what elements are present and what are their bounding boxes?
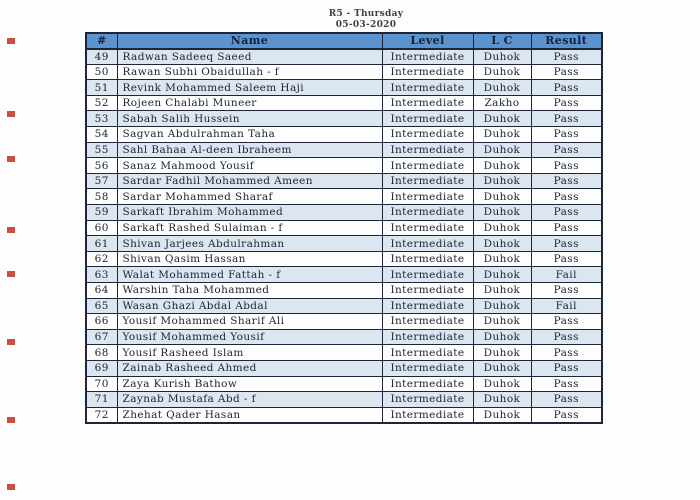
cell-number: 49 xyxy=(86,49,117,65)
column-header-name: Name xyxy=(117,33,382,49)
cell-number: 53 xyxy=(86,111,117,127)
cell-name: Sahl Bahaa Al-deen Ibraheem xyxy=(117,142,382,158)
cell-lc: Duhok xyxy=(473,298,531,314)
cell-lc: Duhok xyxy=(473,314,531,330)
cell-lc: Zakho xyxy=(473,95,531,111)
cell-lc: Duhok xyxy=(473,64,531,80)
cell-level: Intermediate xyxy=(382,189,473,205)
table-row xyxy=(86,283,602,299)
cell-number: 64 xyxy=(86,283,117,299)
cell-result: Pass xyxy=(531,189,602,205)
cell-level: Intermediate xyxy=(382,158,473,174)
cell-number: 68 xyxy=(86,345,117,361)
cell-name: Zhehat Qader Hasan xyxy=(117,407,382,423)
cell-level: Intermediate xyxy=(382,80,473,96)
cell-level: Intermediate xyxy=(382,236,473,252)
red-margin-mark xyxy=(7,417,15,423)
cell-lc: Duhok xyxy=(473,360,531,376)
table-row xyxy=(86,251,602,267)
cell-number: 72 xyxy=(86,407,117,423)
cell-lc: Duhok xyxy=(473,205,531,221)
cell-name: Revink Mohammed Saleem Haji xyxy=(117,80,382,96)
red-margin-mark xyxy=(7,271,15,277)
cell-level: Intermediate xyxy=(382,127,473,143)
cell-lc: Duhok xyxy=(473,267,531,283)
cell-number: 50 xyxy=(86,64,117,80)
table-row xyxy=(86,49,602,65)
cell-name: Yousif Mohammed Yousif xyxy=(117,329,382,345)
cell-name: Walat Mohammed Fattah - f xyxy=(117,267,382,283)
cell-result: Fail xyxy=(531,267,602,283)
cell-result: Fail xyxy=(531,298,602,314)
cell-lc: Duhok xyxy=(473,127,531,143)
cell-level: Intermediate xyxy=(382,407,473,423)
table-row xyxy=(86,95,602,111)
cell-result: Pass xyxy=(531,158,602,174)
cell-lc: Duhok xyxy=(473,142,531,158)
cell-result: Pass xyxy=(531,314,602,330)
cell-name: Sabah Salih Hussein xyxy=(117,111,382,127)
cell-number: 59 xyxy=(86,205,117,221)
cell-name: Sardar Fadhil Mohammed Ameen xyxy=(117,173,382,189)
cell-lc: Duhok xyxy=(473,407,531,423)
cell-lc: Duhok xyxy=(473,80,531,96)
table-row xyxy=(86,111,602,127)
cell-result: Pass xyxy=(531,80,602,96)
table-row xyxy=(86,64,602,80)
cell-number: 51 xyxy=(86,80,117,96)
cell-level: Intermediate xyxy=(382,64,473,80)
cell-result: Pass xyxy=(531,251,602,267)
cell-name: Sardar Mohammed Sharaf xyxy=(117,189,382,205)
cell-result: Pass xyxy=(531,64,602,80)
cell-result: Pass xyxy=(531,329,602,345)
cell-number: 62 xyxy=(86,251,117,267)
table-row xyxy=(86,205,602,221)
cell-lc: Duhok xyxy=(473,173,531,189)
cell-lc: Duhok xyxy=(473,392,531,408)
cell-result: Pass xyxy=(531,220,602,236)
cell-result: Pass xyxy=(531,142,602,158)
cell-result: Pass xyxy=(531,392,602,408)
table-row xyxy=(86,314,602,330)
cell-level: Intermediate xyxy=(382,283,473,299)
cell-result: Pass xyxy=(531,95,602,111)
cell-number: 69 xyxy=(86,360,117,376)
session-date: 05-03-2020 xyxy=(335,20,397,30)
column-header-number: # xyxy=(86,33,117,49)
cell-lc: Duhok xyxy=(473,283,531,299)
table-row xyxy=(86,392,602,408)
cell-number: 55 xyxy=(86,142,117,158)
cell-number: 52 xyxy=(86,95,117,111)
cell-level: Intermediate xyxy=(382,142,473,158)
cell-level: Intermediate xyxy=(382,314,473,330)
table-header-row xyxy=(86,33,602,49)
cell-name: Zaynab Mustafa Abd - f xyxy=(117,392,382,408)
cell-lc: Duhok xyxy=(473,329,531,345)
table-row xyxy=(86,142,602,158)
cell-name: Wasan Ghazi Abdal Abdal xyxy=(117,298,382,314)
cell-name: Rojeen Chalabi Muneer xyxy=(117,95,382,111)
results-table xyxy=(85,32,603,424)
cell-level: Intermediate xyxy=(382,392,473,408)
cell-number: 70 xyxy=(86,376,117,392)
column-header-lc: L C xyxy=(473,33,531,49)
cell-name: Sarkaft Rashed Sulaiman - f xyxy=(117,220,382,236)
cell-number: 58 xyxy=(86,189,117,205)
cell-number: 63 xyxy=(86,267,117,283)
cell-name: Shivan Qasim Hassan xyxy=(117,251,382,267)
table-row xyxy=(86,376,602,392)
table-row xyxy=(86,329,602,345)
cell-result: Pass xyxy=(531,173,602,189)
table-row xyxy=(86,236,602,252)
red-margin-mark xyxy=(7,227,15,233)
cell-lc: Duhok xyxy=(473,49,531,65)
cell-lc: Duhok xyxy=(473,111,531,127)
cell-level: Intermediate xyxy=(382,267,473,283)
cell-level: Intermediate xyxy=(382,205,473,221)
cell-lc: Duhok xyxy=(473,189,531,205)
cell-level: Intermediate xyxy=(382,376,473,392)
table-row xyxy=(86,80,602,96)
red-margin-mark xyxy=(7,38,15,44)
cell-name: Radwan Sadeeq Saeed xyxy=(117,49,382,65)
cell-lc: Duhok xyxy=(473,251,531,267)
table-row xyxy=(86,127,602,143)
cell-result: Pass xyxy=(531,111,602,127)
red-margin-mark xyxy=(7,484,15,490)
red-margin-mark xyxy=(7,111,15,117)
table-row xyxy=(86,173,602,189)
cell-number: 57 xyxy=(86,173,117,189)
cell-name: Yousif Rasheed Islam xyxy=(117,345,382,361)
cell-name: Shivan Jarjees Abdulrahman xyxy=(117,236,382,252)
cell-number: 60 xyxy=(86,220,117,236)
cell-lc: Duhok xyxy=(473,220,531,236)
cell-result: Pass xyxy=(531,376,602,392)
cell-level: Intermediate xyxy=(382,329,473,345)
cell-level: Intermediate xyxy=(382,111,473,127)
table-row xyxy=(86,345,602,361)
cell-lc: Duhok xyxy=(473,236,531,252)
table-row xyxy=(86,189,602,205)
cell-lc: Duhok xyxy=(473,345,531,361)
table-row xyxy=(86,220,602,236)
cell-name: Zaya Kurish Bathow xyxy=(117,376,382,392)
cell-name: Rawan Subhi Obaidullah - f xyxy=(117,64,382,80)
cell-number: 71 xyxy=(86,392,117,408)
cell-number: 67 xyxy=(86,329,117,345)
cell-result: Pass xyxy=(531,127,602,143)
cell-name: Yousif Mohammed Sharif Ali xyxy=(117,314,382,330)
cell-level: Intermediate xyxy=(382,345,473,361)
cell-name: Zainab Rasheed Ahmed xyxy=(117,360,382,376)
cell-number: 54 xyxy=(86,127,117,143)
cell-number: 61 xyxy=(86,236,117,252)
document-title xyxy=(266,9,466,31)
table-row xyxy=(86,158,602,174)
cell-name: Sarkaft Ibrahim Mohammed xyxy=(117,205,382,221)
cell-level: Intermediate xyxy=(382,173,473,189)
cell-number: 66 xyxy=(86,314,117,330)
cell-lc: Duhok xyxy=(473,376,531,392)
cell-result: Pass xyxy=(531,236,602,252)
cell-level: Intermediate xyxy=(382,49,473,65)
cell-result: Pass xyxy=(531,407,602,423)
cell-result: Pass xyxy=(531,345,602,361)
red-margin-mark xyxy=(7,339,15,345)
cell-result: Pass xyxy=(531,283,602,299)
cell-result: Pass xyxy=(531,49,602,65)
cell-number: 65 xyxy=(86,298,117,314)
cell-name: Sanaz Mahmood Yousif xyxy=(117,158,382,174)
cell-level: Intermediate xyxy=(382,95,473,111)
cell-lc: Duhok xyxy=(473,158,531,174)
red-margin-mark xyxy=(7,156,15,162)
cell-level: Intermediate xyxy=(382,298,473,314)
cell-level: Intermediate xyxy=(382,360,473,376)
table-row xyxy=(86,360,602,376)
cell-level: Intermediate xyxy=(382,220,473,236)
column-header-level: Level xyxy=(382,33,473,49)
cell-number: 56 xyxy=(86,158,117,174)
table-row xyxy=(86,407,602,423)
table-row xyxy=(86,267,602,283)
session-title: R5 - Thursday xyxy=(328,9,404,19)
cell-level: Intermediate xyxy=(382,251,473,267)
column-header-result: Result xyxy=(531,33,602,49)
table-row xyxy=(86,298,602,314)
cell-name: Warshin Taha Mohammed xyxy=(117,283,382,299)
cell-name: Sagvan Abdulrahman Taha xyxy=(117,127,382,143)
cell-result: Pass xyxy=(531,360,602,376)
cell-result: Pass xyxy=(531,205,602,221)
